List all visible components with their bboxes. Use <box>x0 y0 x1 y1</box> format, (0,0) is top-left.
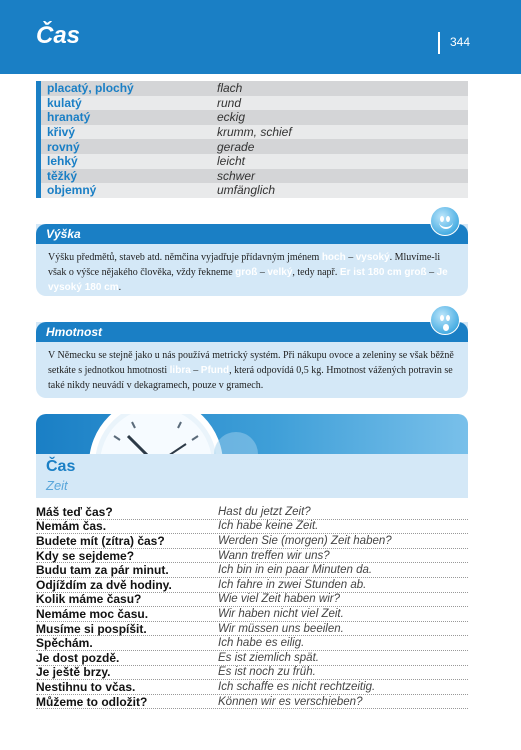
german-phrase: Wir haben nicht viel Zeit. <box>218 607 344 620</box>
czech-phrase: Můžeme to odložit? <box>36 694 148 709</box>
czech-word: rovný <box>47 139 80 154</box>
page-title: Čas <box>36 22 81 49</box>
highlight-term: hoch <box>321 252 346 263</box>
section-banner <box>36 414 468 454</box>
list-item <box>36 622 468 637</box>
surprised-face-icon <box>430 305 460 335</box>
text-span: V Německu se stejně jako u nás používá metrický systém. Při nákupu ovoce a zeleniny se však běžně setkáte s jednotkou hmotnosti <box>48 350 454 376</box>
adjective-table <box>36 81 468 198</box>
german-phrase: Ich schaffe es nicht rechtzeitig. <box>218 680 376 693</box>
list-item <box>36 607 468 622</box>
text-span: – <box>257 267 268 278</box>
german-word: rund <box>217 95 242 110</box>
czech-word: kulatý <box>47 95 82 110</box>
list-item <box>36 695 468 710</box>
list-item <box>36 549 468 564</box>
german-word: flach <box>217 81 243 96</box>
info-box-text <box>36 342 468 399</box>
list-item <box>36 636 468 651</box>
list-item <box>36 520 468 535</box>
table-row <box>36 154 468 169</box>
highlight-term: Pfund <box>200 365 230 376</box>
smiley-icon <box>430 206 460 236</box>
info-box-weight <box>36 322 468 398</box>
text-span: . <box>118 282 122 293</box>
czech-phrase: Budu tam za pár minut. <box>36 563 169 578</box>
czech-phrase: Kdy se sejdeme? <box>36 548 135 563</box>
header-divider <box>438 32 440 54</box>
text-span: Výšku předmětů, staveb atd. němčina vyjadřuje přídavným jménem <box>48 252 322 263</box>
table-row <box>36 169 468 184</box>
text-span: , která odpovídá 0,5 kg. Hmotnost vážených potravin se také nikdy neuvádí v dekagramech, pouze v gramech. <box>48 365 453 391</box>
text-span: – <box>190 365 201 376</box>
table-row <box>36 125 468 140</box>
german-phrase: Ich bin in ein paar Minuten da. <box>218 564 373 577</box>
german-word: umfänglich <box>217 183 276 198</box>
czech-word: hranatý <box>47 110 91 125</box>
czech-word: placatý, plochý <box>47 81 134 96</box>
czech-phrase: Máš teď čas? <box>36 504 113 519</box>
german-word: eckig <box>217 110 246 125</box>
list-item <box>36 680 468 695</box>
czech-phrase: Budete mít (zítra) čas? <box>36 533 165 548</box>
text-span: , tedy např. <box>292 267 340 278</box>
clock-icon <box>36 414 468 454</box>
text-span: . Mluvíme-li však o výšce nějakého člověka, vždy řekneme <box>48 252 441 278</box>
table-row <box>36 96 468 111</box>
german-phrase: Es ist ziemlich spät. <box>218 651 319 664</box>
list-item <box>36 666 468 681</box>
surprised-mouth <box>443 324 449 331</box>
info-box-title: Hmotnost <box>46 325 102 339</box>
german-word: schwer <box>217 168 256 183</box>
phrase-list <box>36 505 468 709</box>
list-item <box>36 593 468 608</box>
table-row <box>36 81 468 96</box>
czech-phrase: Je ještě brzy. <box>36 665 111 680</box>
german-phrase: Ich fahre in zwei Stunden ab. <box>218 578 367 591</box>
czech-word: objemný <box>47 183 97 198</box>
text-span: – <box>426 267 437 278</box>
german-phrase: Wir müssen uns beeilen. <box>218 622 344 635</box>
list-item <box>36 505 468 520</box>
table-row <box>36 183 468 198</box>
german-phrase: Ich habe es eilig. <box>218 637 305 650</box>
german-phrase: Werden Sie (morgen) Zeit haben? <box>218 534 392 547</box>
highlight-term: velký <box>267 267 293 278</box>
table-row <box>36 139 468 154</box>
highlight-term: libra <box>169 365 191 376</box>
czech-phrase: Odjíždím za dvě hodiny. <box>36 577 172 592</box>
list-item <box>36 578 468 593</box>
info-box-header <box>36 322 468 342</box>
czech-phrase: Je dost pozdě. <box>36 650 120 665</box>
info-box-header <box>36 224 468 244</box>
german-word: leicht <box>217 154 246 169</box>
german-phrase: Es ist noch zu früh. <box>218 666 316 679</box>
smiley-mouth <box>439 221 453 229</box>
german-phrase: Hast du jetzt Zeit? <box>218 505 311 518</box>
highlight-term: groß <box>235 267 258 278</box>
czech-word: těžký <box>47 168 78 183</box>
czech-phrase: Nemám čas. <box>36 519 107 534</box>
german-phrase: Können wir es verschieben? <box>218 695 363 708</box>
list-item <box>36 563 468 578</box>
czech-word: lehký <box>47 154 78 169</box>
german-word: krumm, schief <box>217 125 292 140</box>
text-span: – <box>345 252 356 263</box>
section-title-cz: Čas <box>46 458 76 475</box>
info-box-title: Výška <box>46 227 81 241</box>
list-item <box>36 651 468 666</box>
czech-phrase: Nestihnu to včas. <box>36 679 136 694</box>
german-phrase: Wie viel Zeit haben wir? <box>218 593 340 606</box>
german-phrase: Wann treffen wir uns? <box>218 549 330 562</box>
section-title-de: Zeit <box>46 478 68 493</box>
highlight-term: Er ist 180 cm groß <box>339 267 427 278</box>
czech-phrase: Nemáme moc času. <box>36 606 149 621</box>
info-box-height <box>36 224 468 296</box>
german-word: gerade <box>217 139 255 154</box>
german-phrase: Ich habe keine Zeit. <box>218 520 319 533</box>
section-header <box>36 454 468 498</box>
list-item <box>36 534 468 549</box>
page-header <box>0 0 521 74</box>
czech-phrase: Spěchám. <box>36 636 93 651</box>
czech-phrase: Musíme si pospíšit. <box>36 621 147 636</box>
czech-word: křivý <box>47 125 76 140</box>
page-number: 344 <box>450 35 471 49</box>
table-row <box>36 110 468 125</box>
highlight-term: Je vysoký 180 cm <box>48 267 448 293</box>
czech-phrase: Kolik máme času? <box>36 592 142 607</box>
highlight-term: vysoký <box>355 252 390 263</box>
info-box-text <box>36 244 468 301</box>
